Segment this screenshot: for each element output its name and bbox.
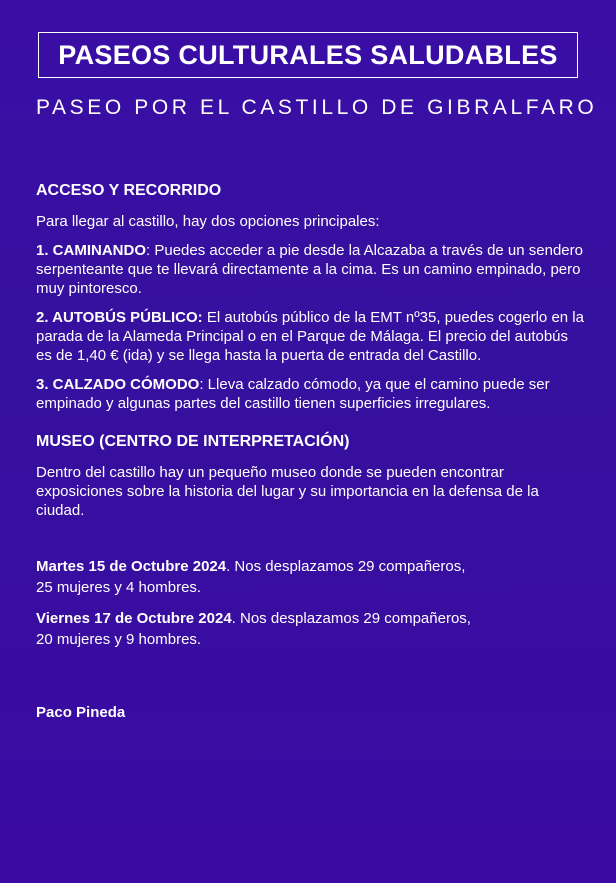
access-item-label: 3. CALZADO CÓMODO: [36, 376, 200, 393]
content: [36, 180, 588, 721]
visit-item: [36, 608, 588, 650]
access-intro: Para llegar al castillo, hay dos opciones principales:: [36, 213, 380, 230]
museum-heading: MUSEO (CENTRO DE INTERPRETACIÓN): [36, 433, 350, 450]
visit-date: Viernes 17 de Octubre 2024: [36, 610, 232, 627]
access-item-text: : Puedes acceder a pie desde la Alcazaba a través de un sendero serpenteante que te llevará directamente a la cima. Es un camino empinado, pero muy pintoresco.: [36, 242, 583, 297]
access-item-label: 2. AUTOBÚS PÚBLICO:: [36, 309, 203, 326]
title-box: [38, 32, 578, 78]
access-heading: ACCESO Y RECORRIDO: [36, 182, 222, 199]
visit-date: Martes 15 de Octubre 2024: [36, 558, 227, 575]
access-item-text: El autobús público de la EMT nº35, puedes cogerlo en la parada de la Alameda Principal o en el Parque de Málaga. El precio del autobús es de 1,40 € (ida) y se llega hasta la puerta de entrada del Castillo.: [36, 309, 584, 364]
access-item-text: : Lleva calzado cómodo, ya que el camino puede ser empinado y algunas partes del castillo tienen superficies irregulares.: [36, 376, 550, 412]
access-item-label: 1. CAMINANDO: [36, 242, 147, 259]
page-title: PASEOS CULTURALES SALUDABLES: [58, 39, 558, 70]
visit-item: [36, 556, 588, 598]
access-item-bus: [36, 308, 588, 365]
visit-line2: 25 mujeres y 4 hombres.: [36, 579, 202, 596]
museum-text: Dentro del castillo hay un pequeño museo donde se pueden encontrar exposiciones sobre la historia del lugar y su importancia en la defensa de la ciudad.: [36, 464, 539, 519]
visit-line2: 20 mujeres y 9 hombres.: [36, 631, 202, 648]
access-item-footwear: [36, 375, 588, 413]
page-subtitle: PASEO POR EL CASTILLO DE GIBRALFARO: [36, 96, 598, 119]
visit-line1: . Nos desplazamos 29 compañeros,: [231, 610, 471, 627]
visit-line1: . Nos desplazamos 29 compañeros,: [226, 558, 466, 575]
access-item-walking: [36, 241, 588, 298]
visits-list: [36, 556, 588, 650]
author-name: Paco Pineda: [36, 704, 126, 721]
